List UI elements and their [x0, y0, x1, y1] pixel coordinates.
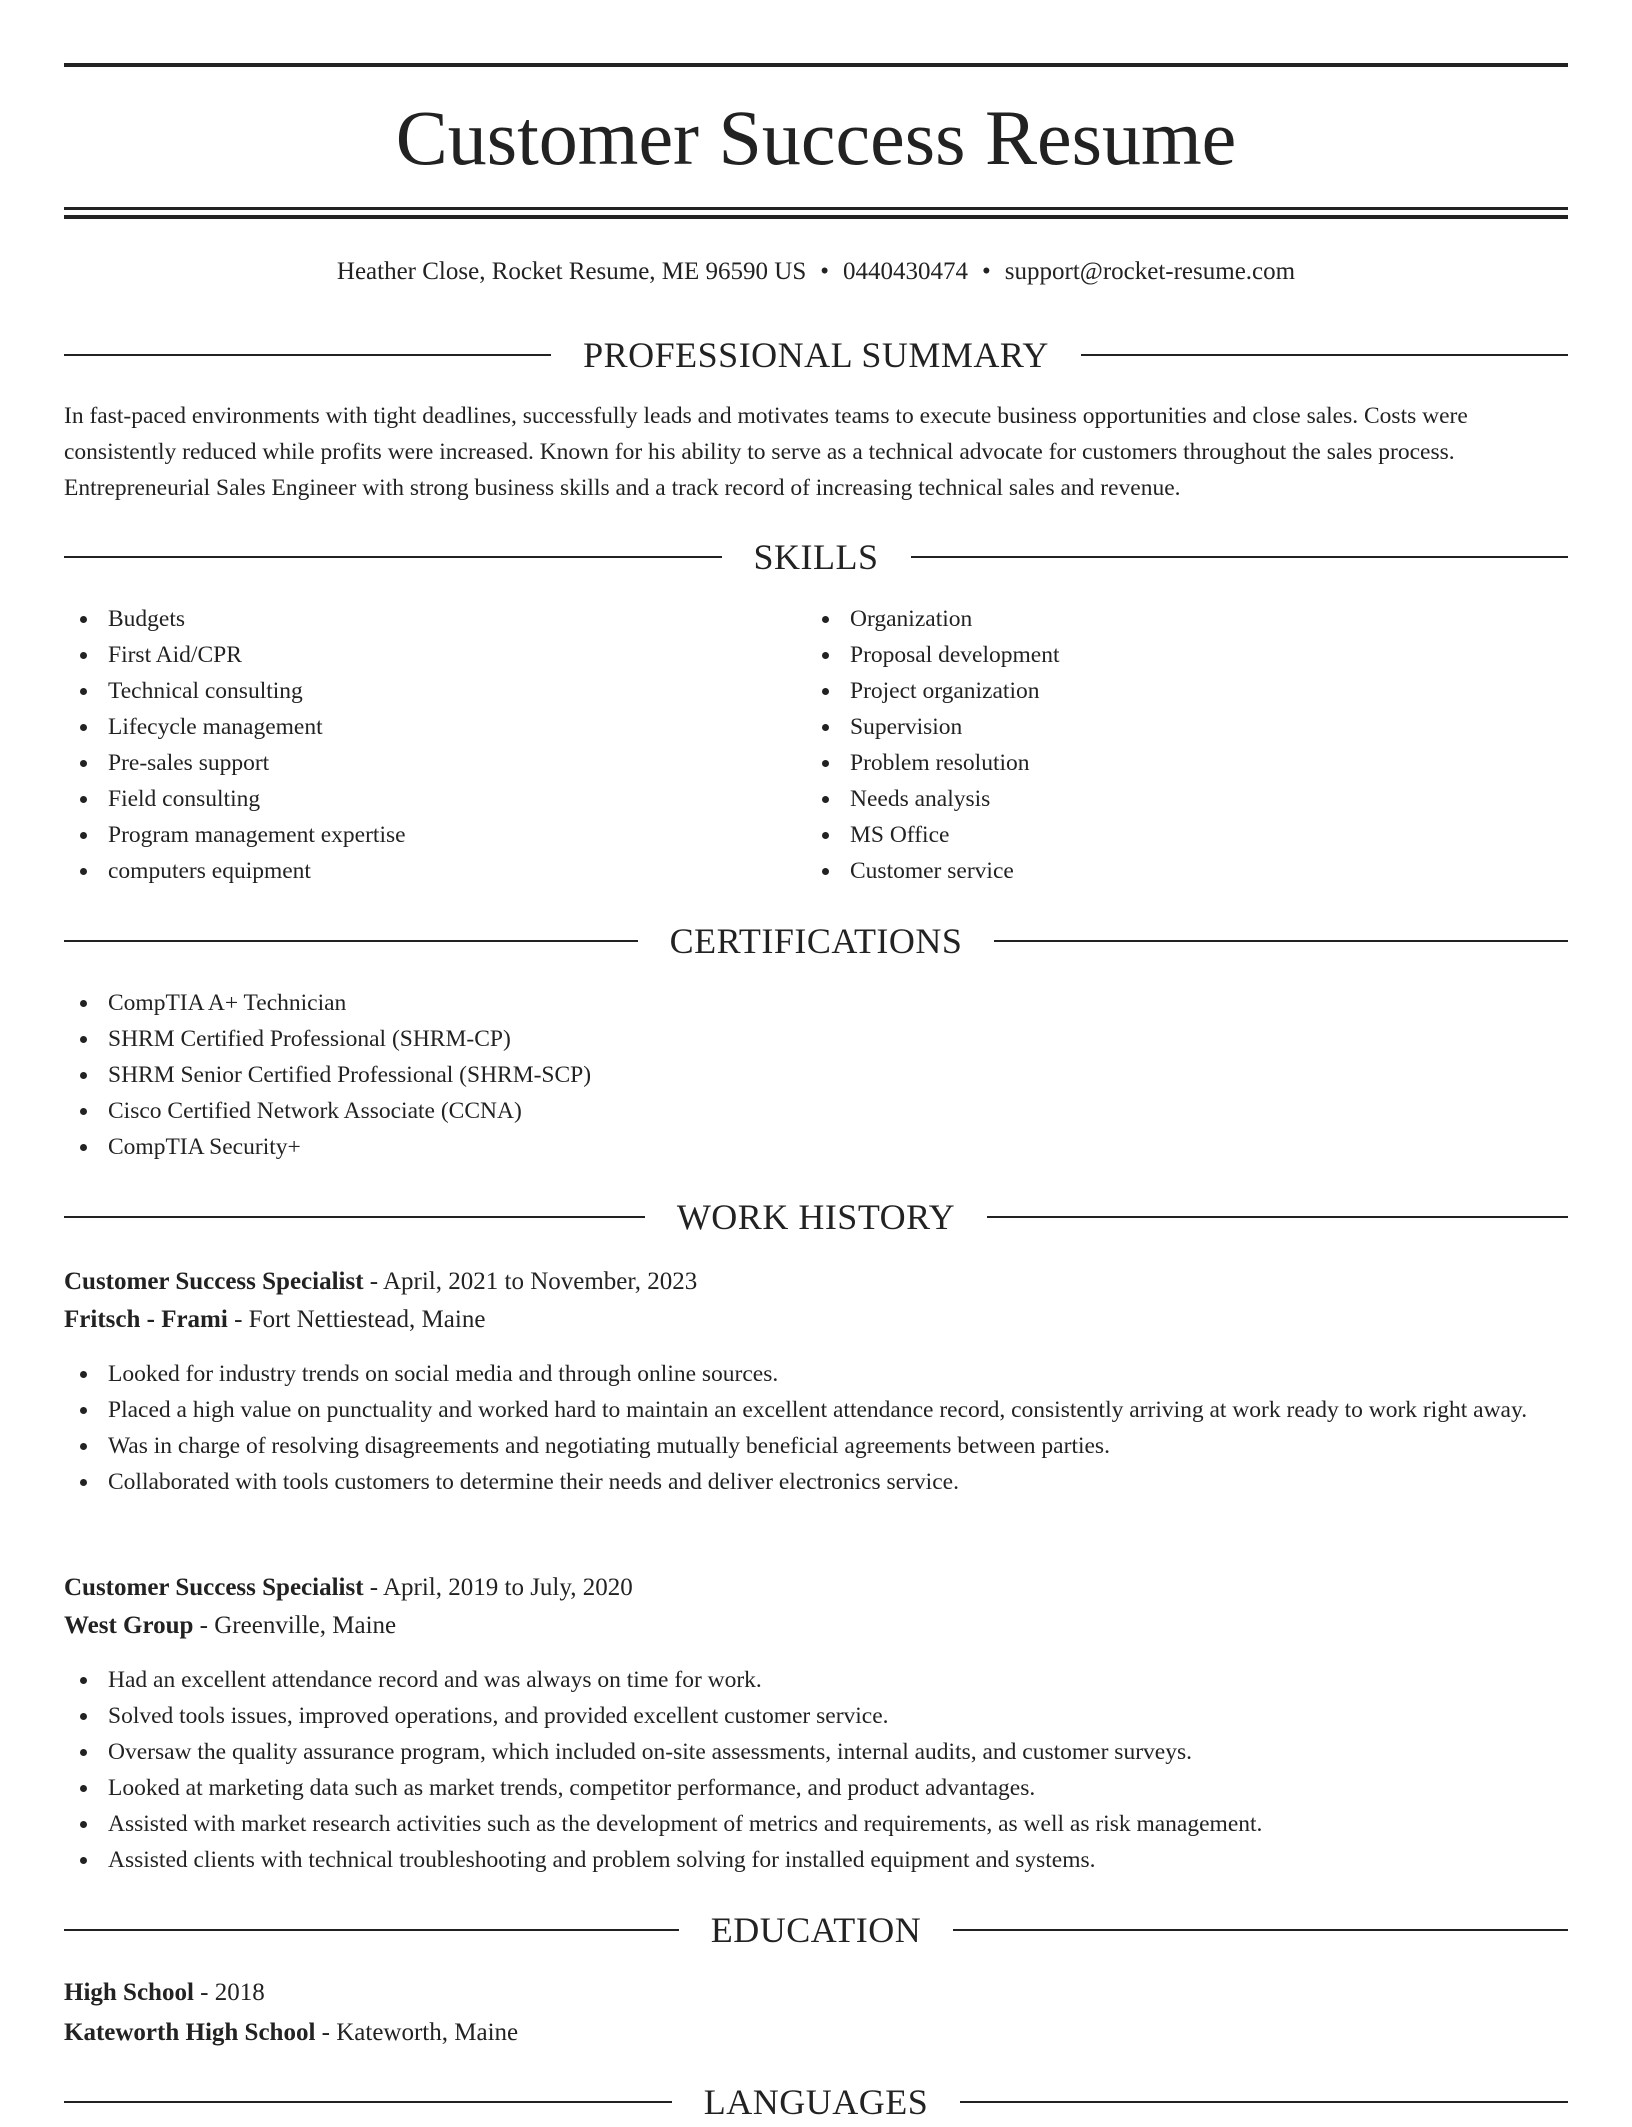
education-degree: High School — [64, 1979, 194, 2006]
job-company: Fritsch - Frami — [64, 1306, 228, 1333]
contact-line — [64, 252, 1568, 292]
job-bullet: Had an excellent attendance record and was always on time for work. — [64, 1662, 1568, 1698]
section-title: EDUCATION — [710, 1910, 922, 1950]
skill-item: Supervision — [806, 709, 1566, 745]
job-title: Customer Success Specialist — [64, 1268, 364, 1295]
certification-item: Cisco Certified Network Associate (CCNA) — [64, 1093, 1568, 1129]
dash: - — [199, 1612, 208, 1639]
job-company-line — [64, 1300, 1568, 1340]
dash: - — [369, 1268, 379, 1295]
skill-item: Customer service — [806, 853, 1566, 889]
skill-item: Program management expertise — [64, 817, 804, 853]
skills-list-left — [64, 601, 804, 889]
skills-list-right — [806, 601, 1566, 889]
skill-item: Pre-sales support — [64, 745, 804, 781]
job-bullets — [64, 1662, 1568, 1878]
job-bullet: Looked for industry trends on social media and through online sources. — [64, 1356, 1568, 1392]
heading-rule — [1081, 354, 1568, 356]
job-bullet: Oversaw the quality assurance program, which included on-site assessments, internal audits, and customer surveys. — [64, 1734, 1568, 1770]
education-school: Kateworth High School — [64, 2019, 316, 2046]
heading-rule — [994, 940, 1568, 942]
education-location: Kateworth, Maine — [336, 2019, 519, 2046]
section-title: SKILLS — [753, 537, 879, 577]
heading-rule — [64, 556, 722, 558]
job-bullet: Collaborated with tools customers to determine their needs and deliver electronics service. — [64, 1464, 1568, 1500]
dash: - — [200, 1979, 209, 2006]
heading-rule — [987, 1216, 1568, 1218]
skill-item: computers equipment — [64, 853, 804, 889]
job-title-line — [64, 1568, 1568, 1608]
contact-email: support@rocket-resume.com — [1004, 258, 1296, 285]
heading-rule — [64, 2101, 672, 2103]
skill-item: Proposal development — [806, 637, 1566, 673]
certification-item: SHRM Senior Certified Professional (SHRM-SCP) — [64, 1057, 1568, 1093]
section-heading-summary — [64, 330, 1568, 380]
job-dates: April, 2021 to November, 2023 — [382, 1268, 698, 1295]
title-rule-upper — [64, 207, 1568, 210]
job-bullet: Was in charge of resolving disagreements and negotiating mutually beneficial agreements between parties. — [64, 1428, 1568, 1464]
dash: - — [321, 2019, 330, 2046]
summary-text: In fast-paced environments with tight deadlines, successfully leads and motivates teams to execute business opportunities and close sales. Costs were consistently reduced while profits were increased. Known for his ability to serve as a technical advocate for customers throughout the sales process. Entrepreneurial Sales Engineer with strong business skills and a track record of increasing technical sales and revenue. — [64, 403, 1468, 501]
section-title: WORK HISTORY — [676, 1197, 956, 1237]
section-title: LANGUAGES — [703, 2082, 929, 2122]
skill-item: Problem resolution — [806, 745, 1566, 781]
job-bullet: Placed a high value on punctuality and worked hard to maintain an excellent attendance record, consistently arriving at work ready to work right away. — [64, 1392, 1568, 1428]
contact-separator: • — [982, 258, 991, 285]
top-rule — [64, 63, 1568, 67]
section-title: CERTIFICATIONS — [669, 921, 963, 961]
skill-item: Organization — [806, 601, 1566, 637]
job-title-line — [64, 1262, 1568, 1302]
contact-phone: 0440430474 — [843, 258, 969, 285]
heading-rule — [953, 1929, 1568, 1931]
section-heading-certifications — [64, 916, 1568, 966]
job-bullet: Looked at marketing data such as market trends, competitor performance, and product advantages. — [64, 1770, 1568, 1806]
dash: - — [369, 1574, 379, 1601]
education-school-line — [64, 2013, 1568, 2053]
section-heading-work-history — [64, 1192, 1568, 1242]
skill-item: Needs analysis — [806, 781, 1566, 817]
heading-rule — [64, 1216, 645, 1218]
heading-rule — [960, 2101, 1568, 2103]
skill-item: Project organization — [806, 673, 1566, 709]
heading-rule — [911, 556, 1569, 558]
title-rule-lower — [64, 215, 1568, 219]
skill-item: Budgets — [64, 601, 804, 637]
education-degree-line — [64, 1973, 1568, 2013]
skill-item: Technical consulting — [64, 673, 804, 709]
job-bullets — [64, 1356, 1568, 1500]
section-title: PROFESSIONAL SUMMARY — [583, 335, 1049, 375]
job-location: Fort Nettiestead, Maine — [248, 1306, 486, 1333]
section-heading-languages — [64, 2077, 1568, 2127]
resume-title: Customer Success Resume — [395, 94, 1237, 181]
skill-item: First Aid/CPR — [64, 637, 804, 673]
heading-rule — [64, 1929, 679, 1931]
job-company: West Group — [64, 1612, 194, 1639]
heading-rule — [64, 940, 638, 942]
section-heading-skills — [64, 532, 1568, 582]
certification-item: CompTIA Security+ — [64, 1129, 1568, 1165]
contact-address: Heather Close, Rocket Resume, ME 96590 US — [336, 258, 807, 285]
contact-separator: • — [820, 258, 830, 285]
job-title: Customer Success Specialist — [64, 1574, 364, 1601]
certifications-list — [64, 985, 1568, 1165]
job-dates: April, 2019 to July, 2020 — [382, 1574, 633, 1601]
skill-item: MS Office — [806, 817, 1566, 853]
skill-item: Field consulting — [64, 781, 804, 817]
skill-item: Lifecycle management — [64, 709, 804, 745]
certification-item: SHRM Certified Professional (SHRM-CP) — [64, 1021, 1568, 1057]
job-bullet: Solved tools issues, improved operations, and provided excellent customer service. — [64, 1698, 1568, 1734]
job-location: Greenville, Maine — [214, 1612, 397, 1639]
heading-rule — [64, 354, 551, 356]
job-company-line — [64, 1606, 1568, 1646]
section-heading-education — [64, 1905, 1568, 1955]
education-year: 2018 — [214, 1979, 265, 2006]
dash: - — [234, 1306, 243, 1333]
job-bullet: Assisted clients with technical troubleshooting and problem solving for installed equipment and systems. — [64, 1842, 1568, 1878]
job-bullet: Assisted with market research activities such as the development of metrics and requirements, as well as risk management. — [64, 1806, 1568, 1842]
certification-item: CompTIA A+ Technician — [64, 985, 1568, 1021]
